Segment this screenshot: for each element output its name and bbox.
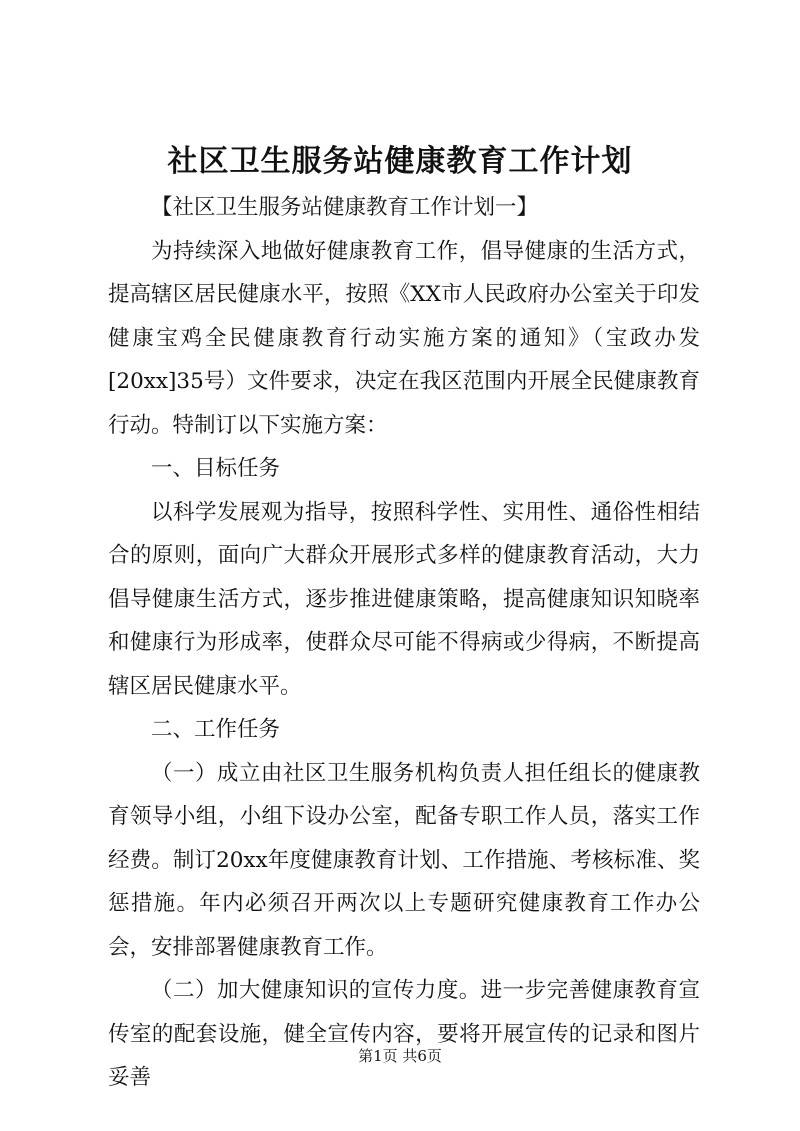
- document-body: [108, 186, 700, 1100]
- heading-tasks: 二、工作任务: [151, 717, 281, 742]
- paragraph-task-1: （一）成立由社区卫生服务机构负责人担任组长的健康教育领导小组，小组下设办公室，配备专职工作人员，落实工作经费。制订20xx年度健康教育计划、工作措施、考核标准、奖惩措施。年内必须召开两次以上专题研究健康教育工作办公会，安排部署健康教育工作。: [108, 760, 700, 960]
- heading-goals: 一、目标任务: [151, 456, 281, 481]
- paragraph-task-2: （二）加大健康知识的宣传力度。进一步完善健康教育宣传室的配套设施，健全宣传内容，要将开展宣传的记录和图片妥善: [108, 978, 700, 1090]
- section-subtitle: 【社区卫生服务站健康教育工作计划一】: [151, 195, 539, 220]
- paragraph-intro: 为持续深入地做好健康教育工作，倡导健康的生活方式，提高辖区居民健康水平，按照《XX市人民政府办公室关于印发健康宝鸡全民健康教育行动实施方案的通知》（宝政办发[20xx]35号）文件要求，决定在我区范围内开展全民健康教育行动。特制订以下实施方案：: [108, 238, 700, 438]
- page-footer: 第1页 共6页: [358, 1047, 442, 1065]
- paragraph-goals: 以科学发展观为指导，按照科学性、实用性、通俗性相结合的原则，面向广大群众开展形式多样的健康教育活动，大力倡导健康生活方式，逐步推进健康策略，提高健康知识知晓率和健康行为形成率，使群众尽可能不得病或少得病，不断提高辖区居民健康水平。: [108, 499, 700, 699]
- document-title: 社区卫生服务站健康教育工作计划: [167, 144, 633, 179]
